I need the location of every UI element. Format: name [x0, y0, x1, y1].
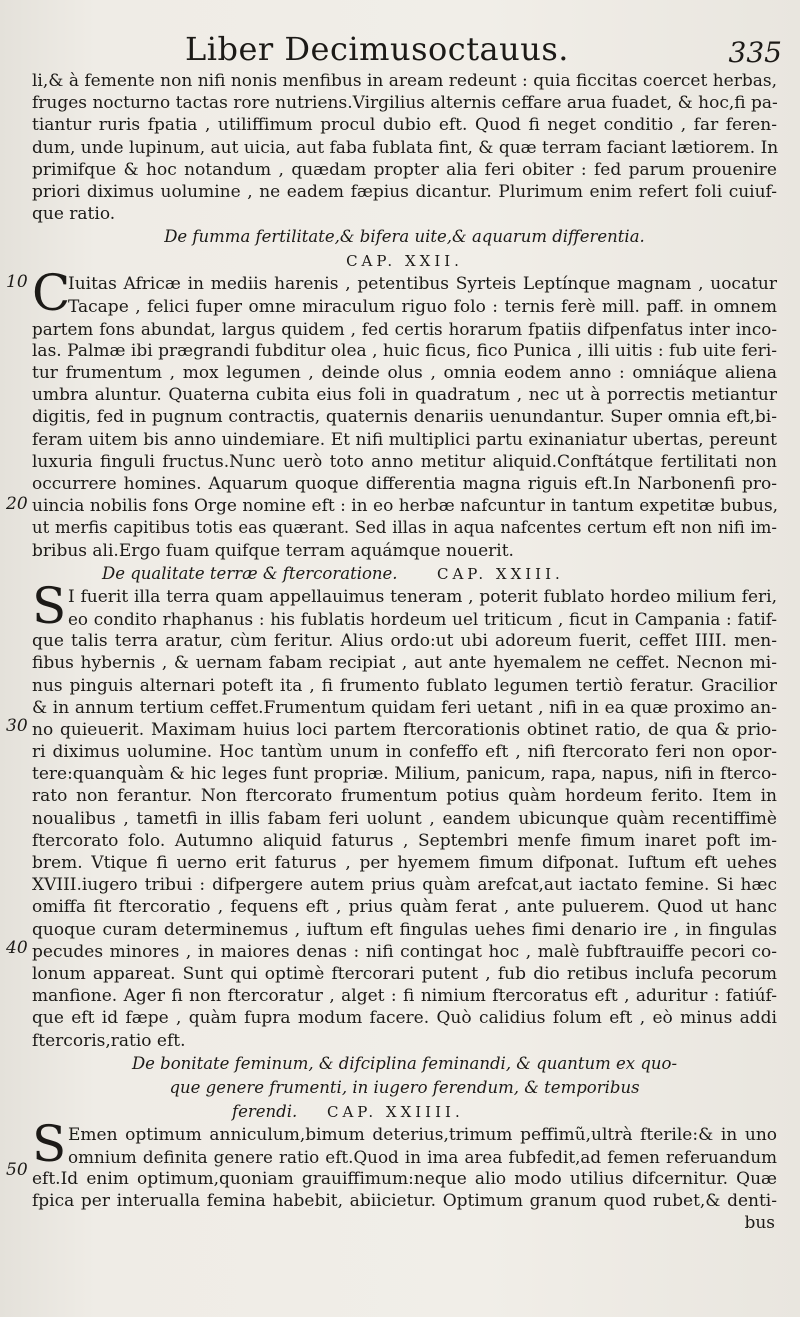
text-line: las. Palmæ ibi prægrandi fubditur olea , huic ficus, fico Punica , illi uitis : fub uite feri-: [32, 340, 777, 361]
text-line: dum, unde lupinum, aut uicia, aut faba fublata fint, & quæ terram faciant lætiorem. In: [32, 137, 779, 158]
running-title: Liber Decimusoctauus.: [185, 30, 569, 68]
text-line: primifque & hoc notandum , quædam propter alia feri obiter : fed parum prouenire: [32, 159, 777, 180]
text-line: ftercorato folo. Autumno aliquid faturus , Septembri menfe fimum inaret poft im-: [32, 830, 777, 851]
text-line: I fuerit illa terra quam appellauimus teneram , poterit fublato hordeo milium feri,: [68, 586, 777, 607]
page-number: 335: [728, 36, 782, 69]
text-line: eo condito rhaphanus : his fublatis hordeum uel triticum , ficut in Campania : fatif-: [68, 608, 777, 629]
chapter-heading-row: [32, 1100, 777, 1124]
chapter-heading: que genere frumenti, in iugero ferendum, & temporibus: [169, 1077, 640, 1097]
text-line: noualibus , tametfi in illis fabam feri uolunt , eandem ubicunque quàm recentiffimè: [32, 808, 777, 829]
intro-paragraph: [32, 70, 777, 225]
margin-line-number: 30: [6, 716, 28, 736]
chapter-22-paragraph: [32, 264, 779, 561]
text-line: omiffa fit ftercoratio , fequens eft , prius quàm ferat , ante puluerem. Quod ut hanc: [32, 897, 777, 918]
text-line: fpica per interualla femina habebit, abiicietur. Optimum granum quod rubet,& denti-: [32, 1191, 777, 1212]
margin-line-number: 50: [6, 1160, 28, 1180]
text-line: que ratio.: [32, 204, 116, 225]
text-line: fruges nocturno tactas rore nutriens.Virgilius alternis ceffare arua fuadet, & hoc,fi pa-: [32, 93, 778, 114]
text-line: uincia nobilis fons Orge nomine eft : in eo herbæ nafcuntur in tantum expetitæ bubus,: [32, 496, 779, 517]
text-line: fibus hybernis , & uernam fabam recipiat , aut ante hyemalem ne ceffet. Necnon mi-: [32, 653, 777, 674]
text-line: digitis, fed in pugnum contractis, quaternis denariis uenundantur. Super omnia eft,bi-: [32, 407, 777, 428]
text-line: luxuria finguli fructus.Nunc uerò toto anno metitur aliquid.Conftátque fertilitati non: [32, 451, 777, 472]
text-line: Emen optimum anniculum,bimum deterius,trimum peffimũ,ultrà fterile:& in uno: [68, 1124, 777, 1145]
drop-cap-letter: C: [32, 264, 71, 323]
text-line: tur frumentum , mox legumen , deinde olus , omnia eodem anno : omniáque aliena: [32, 363, 777, 384]
chapter-heading: De fumma fertilitate,& bifera uite,& aquarum differentia.: [164, 227, 645, 247]
text-line: umbra aluntur. Quaterna cubita eius foli in quadratum , nec ut à porrectis metiantur: [32, 385, 777, 406]
text-line: Tacape , felici fuper omne miraculum riguo folo : ternis ferè mill. paff. in omnem: [68, 296, 777, 317]
catchword: bus: [744, 1213, 775, 1234]
text-line: ut merfis capitibus totis eas quærant. Sed illas in aqua nafcentes certum eft non nifi im-: [32, 518, 777, 538]
chapter-heading: De bonitate feminum, & difciplina feminandi, & quantum ex quo-: [131, 1053, 678, 1073]
text-line: nus pinguis alternari poteft ita , fi frumento fublato legumen tertiò feratur. Gracilior: [32, 675, 777, 696]
margin-line-number: 10: [6, 272, 28, 292]
text-line: brem. Vtique fi uerno erit faturus , per hyemem fimum difponat. Iuftum eft uehes: [32, 853, 777, 873]
text-line: feram uitem bis anno uindemiare. Et nifi multiplici partu exinaniatur ubertas, pereunt: [32, 429, 777, 450]
text-line: pecudes minores , in maiores denas : nifi contingat hoc , malè fubftrauiffe pecori co-: [32, 941, 777, 962]
text-line: ri diximus uolumine. Hoc tantùm unum in confeffo eft , nifi ftercorato feri non opor-: [32, 742, 777, 763]
chapter-heading: De qualitate terræ & ftercoratione.: [102, 563, 398, 583]
text-line: manfione. Ager fi non ftercoratur , alget : fi nimium ftercoratus eft , aduritur : fatiúf-: [32, 986, 777, 1007]
text-line: bribus ali.Ergo fuam quifque terram aquámque nouerit.: [32, 540, 514, 561]
margin-line-number: 40: [6, 938, 28, 958]
text-line: eft.Id enim optimum,quoniam grauiffimum:neque alio modo utilius difcernitur. Quæ: [32, 1169, 777, 1190]
chapter-number: CAP. XXIIII.: [327, 1102, 464, 1121]
text-line: priori diximus uolumine , ne eadem fæpius dicantur. Plurimum enim refert foli cuiuf-: [32, 181, 777, 202]
drop-cap-letter: S: [32, 576, 67, 635]
chapter-heading-row: [32, 562, 777, 586]
text-line: XVIII.iugero tribui : difpergere autem prius quàm arefcat,aut iactato femine. Si hæc: [32, 875, 777, 896]
text-line: tere:quanquàm & hic leges funt propriæ. Milium, panicum, rapa, napus, nifi in fterco-: [32, 764, 777, 785]
text-line: & in annum tertium ceffet.Frumentum quidam feri uetant , nifi in ea quæ proximo an-: [32, 697, 777, 718]
main-text: [32, 70, 777, 1234]
text-line: que eft id fæpe , quàm fupra modum facere. Quò calidius folum eft , eò minus addi: [32, 1008, 777, 1029]
chapter-heading: ferendi.: [232, 1101, 298, 1121]
text-line: tiantur ruris fpatia , utiliffimum procul dubio eft. Quod fi neget conditio , far feren-: [32, 115, 777, 136]
text-line: omnium definita genere ratio eft.Quod in ima area fubfedit,ad femen referuandum: [68, 1146, 777, 1167]
text-line: li,& à femente non nifi nonis menfibus in aream redeunt : quia ficcitas coercet herbas,: [32, 71, 777, 91]
text-line: Iuitas Africæ in mediis harenis , petentibus Syrteis Leptínque magnam , uocatur: [68, 274, 777, 295]
text-line: occurrere homines. Aquarum quoque differentia magna riguis eft.In Narbonenfi pro-: [32, 474, 777, 494]
drop-cap-letter: S: [32, 1114, 67, 1173]
margin-line-number: 20: [6, 494, 28, 514]
text-line: rato non ferantur. Non ftercorato frumentum potius quàm hordeum ferito. Item in: [32, 786, 777, 807]
text-line: lonum appareat. Sunt qui optimè ftercorari putent , fub dio retibus inclufa pecorum: [32, 963, 777, 984]
text-line: partem fons abundat, largus quidem , fed certis horarum fpatiis difpenfatus inter inco-: [32, 318, 777, 339]
text-line: no quieuerit. Maximam huius loci partem ftercorationis obtinet ratio, de qua & prio-: [32, 719, 777, 740]
chapter-23-paragraph: [32, 576, 777, 1052]
text-line: quoque curam determinemus , iuftum eft fingulas uehes fimi denario ire , in fingulas: [32, 919, 777, 940]
chapter-number: CAP. XXIII.: [437, 564, 564, 583]
running-head: [0, 30, 800, 74]
chapter-number: CAP. XXII.: [346, 252, 463, 271]
chapter-24-paragraph: [32, 1114, 777, 1213]
text-line: que talis terra aratur, cùm feritur. Alius ordo:ut ubi adoreum fuerit, ceffet IIII. men-: [32, 631, 777, 652]
text-line: ftercoris,ratio eft.: [32, 1030, 186, 1051]
